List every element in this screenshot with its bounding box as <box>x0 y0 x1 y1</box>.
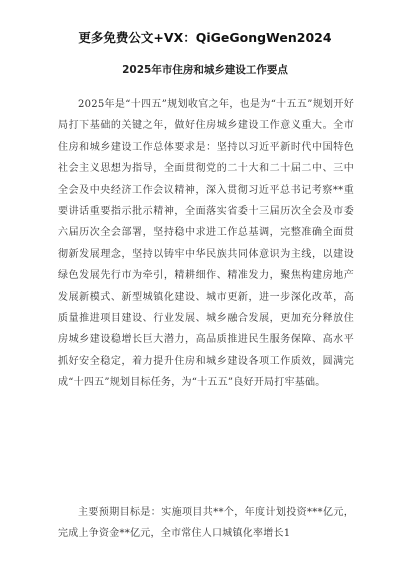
promo-header: 更多免费公文+VX：QiGeGongWen2024 <box>78 30 332 45</box>
body-paragraph-2: 主要预期目标是：实施项目共**个，年度计划投资***亿元，完成上争资金**亿元，全市常住人口城镇化率增长1 <box>58 507 354 540</box>
document-title: 2025年市住房和城乡建设工作要点 <box>122 64 288 76</box>
body-paragraph-1: 2025年是“十四五”规划收官之年，也是为“十五五”规划开好局打下基础的关键之年，做好住房城乡建设工作意义重大。全市住房和城乡建设工作总体要求是：坚持以习近平新时代中国特色社会主义思想为指导，全面贯彻党的二十大和二十届二中、三中全会及中央经济工作会议精神，深入贯彻习近平总书记考察**重要讲话重要指示批示精神，全面落实省委十三届历次全会及市委六届历次全会部署，坚持稳中求进工作总基调，完整准确全面贯彻新发展理念，坚持以铸牢中华民族共同体意识为主线，以建设绿色发展先行市为牵引，精耕细作、精准发力，聚焦构建房地产发展新模式、新型城镇化建设、城市更新，进一步深化改革，高质量推进项目建设、行业发展、城乡融合发展，更加充分释放住房城乡建设稳增长巨大潜力，高品质推进民生服务保障、高水平抓好安全稳定，着力提升住房和城乡建设各项工作质效，圆满完成“十四五”规划目标任务，为“十五五”良好开局打牢基础。 <box>58 99 354 389</box>
